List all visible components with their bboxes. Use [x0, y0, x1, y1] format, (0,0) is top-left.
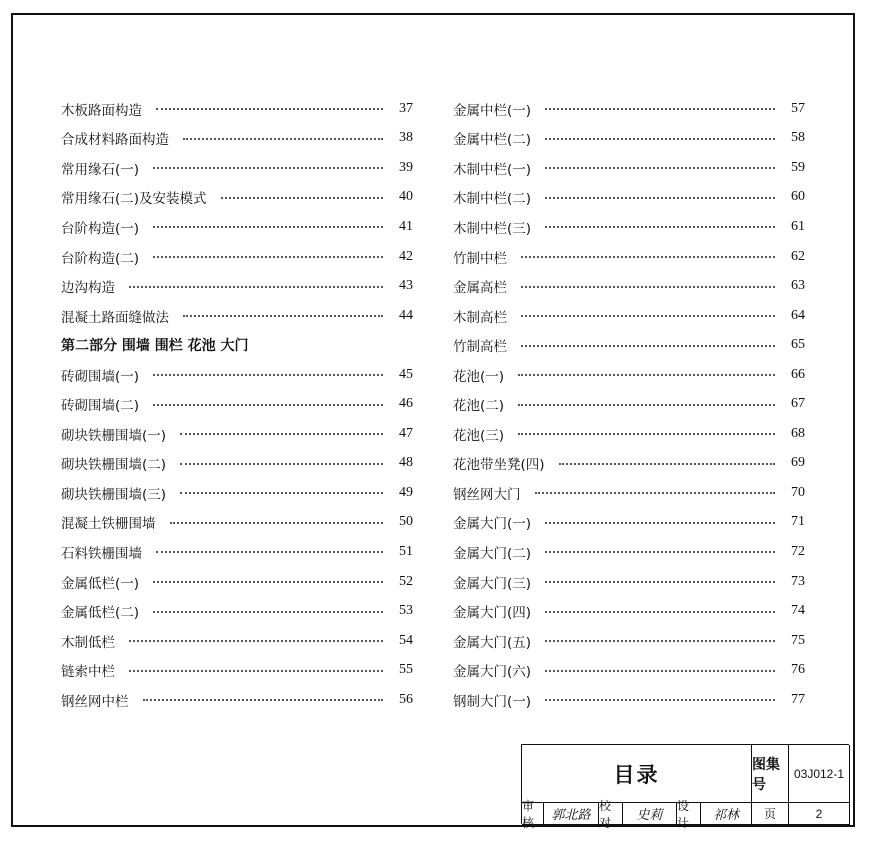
- toc-entry-title: 木制高栏: [453, 309, 507, 326]
- toc-entry-page: 72: [791, 543, 805, 559]
- dot-leader: [545, 137, 775, 140]
- toc-entry-title: 边沟构造: [61, 280, 115, 297]
- dot-leader: [521, 344, 775, 347]
- toc-entry-title: 金属高栏: [453, 280, 507, 297]
- toc-entry: [61, 449, 413, 479]
- toc-entry-page: 43: [399, 278, 413, 294]
- dot-leader: [545, 610, 775, 613]
- toc-left-column: [61, 94, 413, 714]
- toc-entry: [61, 419, 413, 449]
- toc-right-column: [453, 94, 805, 714]
- toc-entry: [453, 626, 805, 656]
- toc-entry-page: 59: [791, 159, 805, 175]
- dot-leader: [153, 610, 383, 613]
- dot-leader: [143, 698, 384, 701]
- toc-entry: [453, 449, 805, 479]
- toc-entry: [453, 567, 805, 597]
- toc-entry-page: 52: [399, 573, 413, 589]
- toc-entry-title: 钢丝网中栏: [61, 693, 129, 710]
- toc-entry: [61, 124, 413, 154]
- dot-leader: [545, 196, 775, 199]
- toc-entry: [61, 360, 413, 390]
- toc-entry-title: 混凝土铁栅围墙: [61, 516, 156, 533]
- toc-entry: [453, 537, 805, 567]
- toc-entry: [453, 508, 805, 538]
- toc-entry-page: 66: [791, 366, 805, 382]
- title-block-title: 目录: [522, 745, 752, 803]
- dot-leader: [521, 285, 775, 288]
- toc-entry-page: 73: [791, 573, 805, 589]
- toc-entry: [61, 508, 413, 538]
- toc-entry-title: 钢丝网大门: [453, 486, 521, 503]
- title-block-signatures: [522, 798, 850, 830]
- dot-leader: [153, 373, 383, 376]
- toc-entry-page: 41: [399, 218, 413, 234]
- dot-leader: [518, 403, 775, 406]
- toc-entry-title: 木制中栏(三): [453, 220, 532, 237]
- toc-entry-page: 48: [399, 455, 413, 471]
- dot-leader: [153, 255, 383, 258]
- toc-entry-page: 51: [399, 543, 413, 559]
- toc-entry-page: 50: [399, 514, 413, 530]
- toc-entry-page: 74: [791, 603, 805, 619]
- toc-entry: [61, 183, 413, 213]
- toc-entry-page: 71: [791, 514, 805, 530]
- toc-entry-page: 67: [791, 396, 805, 412]
- toc-entry-title: 台阶构造(二): [61, 250, 140, 267]
- toc-entry: [453, 330, 805, 360]
- toc-entry: [61, 271, 413, 301]
- dot-leader: [545, 521, 775, 524]
- toc-entry: [61, 596, 413, 626]
- toc-entry-page: 57: [791, 100, 805, 116]
- toc-entry-page: 37: [399, 100, 413, 116]
- toc-entry-page: 47: [399, 425, 413, 441]
- toc-entry-title: 砌块铁栅围墙(三): [61, 486, 167, 503]
- dot-leader: [545, 698, 775, 701]
- toc-entry: [453, 301, 805, 331]
- toc-entry-page: 44: [399, 307, 413, 323]
- toc-entry-title: 石料铁栅围墙: [61, 545, 142, 562]
- page-number: 2: [789, 803, 850, 825]
- dot-leader: [521, 255, 775, 258]
- toc-entry-page: 77: [791, 691, 805, 707]
- toc-entry-page: 55: [399, 662, 413, 678]
- toc-entry: [453, 271, 805, 301]
- dot-leader: [545, 225, 775, 228]
- dot-leader: [535, 491, 776, 494]
- toc-entry-title: 常用缘石(二)及安装模式: [61, 191, 207, 208]
- toc-entry-page: 69: [791, 455, 805, 471]
- toc-entry-title: 木制中栏(一): [453, 161, 532, 178]
- toc-entry-page: 62: [791, 248, 805, 264]
- toc-entry: [61, 389, 413, 419]
- toc-entry: [61, 94, 413, 124]
- toc-entry-title: 金属大门(六): [453, 664, 532, 681]
- toc-entry-title: 金属大门(二): [453, 545, 532, 562]
- toc-entry-title: 砌块铁栅围墙(一): [61, 427, 167, 444]
- toc-entry-page: 38: [399, 130, 413, 146]
- toc-entry-title: 花池(二): [453, 398, 505, 415]
- section-heading: 第二部分 围墙 围栏 花池 大门: [61, 338, 249, 355]
- toc-entry-title: 砌块铁栅围墙(二): [61, 457, 167, 474]
- toc-entry-page: 70: [791, 484, 805, 500]
- review-label: 审核: [522, 803, 544, 825]
- page-label: 页: [752, 803, 789, 825]
- toc-entry-title: 台阶构造(一): [61, 220, 140, 237]
- dot-leader: [156, 550, 383, 553]
- toc-entry-page: 45: [399, 366, 413, 382]
- dot-leader: [545, 166, 775, 169]
- dot-leader: [183, 314, 383, 317]
- dot-leader: [559, 462, 775, 465]
- dot-leader: [129, 669, 383, 672]
- toc-entry: [61, 153, 413, 183]
- toc-entry-title: 金属大门(五): [453, 634, 532, 651]
- toc-entry-page: 61: [791, 218, 805, 234]
- dot-leader: [183, 137, 383, 140]
- dot-leader: [545, 107, 775, 110]
- toc-entry-page: 75: [791, 632, 805, 648]
- toc-entry-page: 65: [791, 337, 805, 353]
- dot-leader: [545, 580, 775, 583]
- toc-entry-page: 68: [791, 425, 805, 441]
- dot-leader: [129, 639, 383, 642]
- dot-leader: [170, 521, 384, 524]
- toc-entry: [453, 242, 805, 272]
- toc-entry-title: 链索中栏: [61, 664, 115, 681]
- toc-entry: [61, 212, 413, 242]
- toc-entry-title: 花池(一): [453, 368, 505, 385]
- toc-entry-title: 合成材料路面构造: [61, 132, 169, 149]
- toc-entry: [61, 301, 413, 331]
- toc-entry: [453, 685, 805, 715]
- toc-entry: [453, 183, 805, 213]
- toc-entry-title: 钢制大门(一): [453, 693, 532, 710]
- toc-entry-title: 混凝土路面缝做法: [61, 309, 169, 326]
- toc-entry: [453, 478, 805, 508]
- toc-entry: [61, 242, 413, 272]
- toc-entry-title: 竹制中栏: [453, 250, 507, 267]
- toc-entry-title: 金属大门(四): [453, 605, 532, 622]
- dot-leader: [156, 107, 383, 110]
- toc-entry-title: 木制低栏: [61, 634, 115, 651]
- proof-signature: 史莉: [623, 803, 677, 825]
- toc-entry-title: 砖砌围墙(二): [61, 398, 140, 415]
- toc-entry: [61, 567, 413, 597]
- atlas-code: 03J012-1: [789, 745, 850, 803]
- toc-entry-page: 42: [399, 248, 413, 264]
- toc-entry-page: 53: [399, 603, 413, 619]
- design-label: 设计: [677, 803, 701, 825]
- toc-entry-page: 58: [791, 130, 805, 146]
- toc-entry-page: 56: [399, 691, 413, 707]
- toc-entry: [61, 685, 413, 715]
- toc-entry: [61, 655, 413, 685]
- toc-entry-title: 砖砌围墙(一): [61, 368, 140, 385]
- dot-leader: [545, 669, 775, 672]
- toc-entry: [61, 626, 413, 656]
- toc-entry-title: 木制中栏(二): [453, 191, 532, 208]
- toc-entry-page: 40: [399, 189, 413, 205]
- toc-entry-page: 54: [399, 632, 413, 648]
- dot-leader: [221, 196, 383, 199]
- proof-label: 校对: [599, 803, 623, 825]
- atlas-label: 图集号: [752, 745, 789, 803]
- toc-entry: [453, 94, 805, 124]
- toc-entry-title: 竹制高栏: [453, 339, 507, 356]
- toc-entry-page: 64: [791, 307, 805, 323]
- review-signature: 郭北路: [544, 803, 599, 825]
- toc-entry: [453, 655, 805, 685]
- toc-entry-title: 金属中栏(二): [453, 132, 532, 149]
- title-block: [521, 744, 849, 830]
- dot-leader: [545, 639, 775, 642]
- dot-leader: [153, 403, 383, 406]
- dot-leader: [153, 580, 383, 583]
- toc-entry-page: 60: [791, 189, 805, 205]
- dot-leader: [518, 373, 775, 376]
- toc-entry: [453, 360, 805, 390]
- toc-entry-title: 花池带坐凳(四): [453, 457, 545, 474]
- toc-entry-title: 金属低栏(一): [61, 575, 140, 592]
- dot-leader: [180, 432, 383, 435]
- dot-leader: [545, 550, 775, 553]
- toc-entry-page: 63: [791, 278, 805, 294]
- toc-entry: [453, 596, 805, 626]
- dot-leader: [521, 314, 775, 317]
- toc-entry-title: 金属大门(三): [453, 575, 532, 592]
- toc-entry: [453, 212, 805, 242]
- toc-entry-page: 49: [399, 484, 413, 500]
- dot-leader: [153, 225, 383, 228]
- toc-entry-title: 金属中栏(一): [453, 102, 532, 119]
- dot-leader: [518, 432, 775, 435]
- dot-leader: [180, 491, 383, 494]
- toc-entry-page: 76: [791, 662, 805, 678]
- toc-entry-title: 花池(三): [453, 427, 505, 444]
- toc-entry-title: 木板路面构造: [61, 102, 142, 119]
- toc-entry: [453, 153, 805, 183]
- toc-entry-title: 常用缘石(一): [61, 161, 140, 178]
- dot-leader: [153, 166, 383, 169]
- toc-entry: [61, 537, 413, 567]
- toc-entry: [453, 389, 805, 419]
- toc-entry: [61, 478, 413, 508]
- design-signature: 祁林: [701, 803, 752, 825]
- toc-entry-page: 46: [399, 396, 413, 412]
- dot-leader: [129, 285, 383, 288]
- toc-entry: [453, 419, 805, 449]
- toc-entry-title: 金属低栏(二): [61, 605, 140, 622]
- toc-entry-page: 39: [399, 159, 413, 175]
- toc-entry: [61, 330, 413, 360]
- toc-entry: [453, 124, 805, 154]
- toc-entry-title: 金属大门(一): [453, 516, 532, 533]
- dot-leader: [180, 462, 383, 465]
